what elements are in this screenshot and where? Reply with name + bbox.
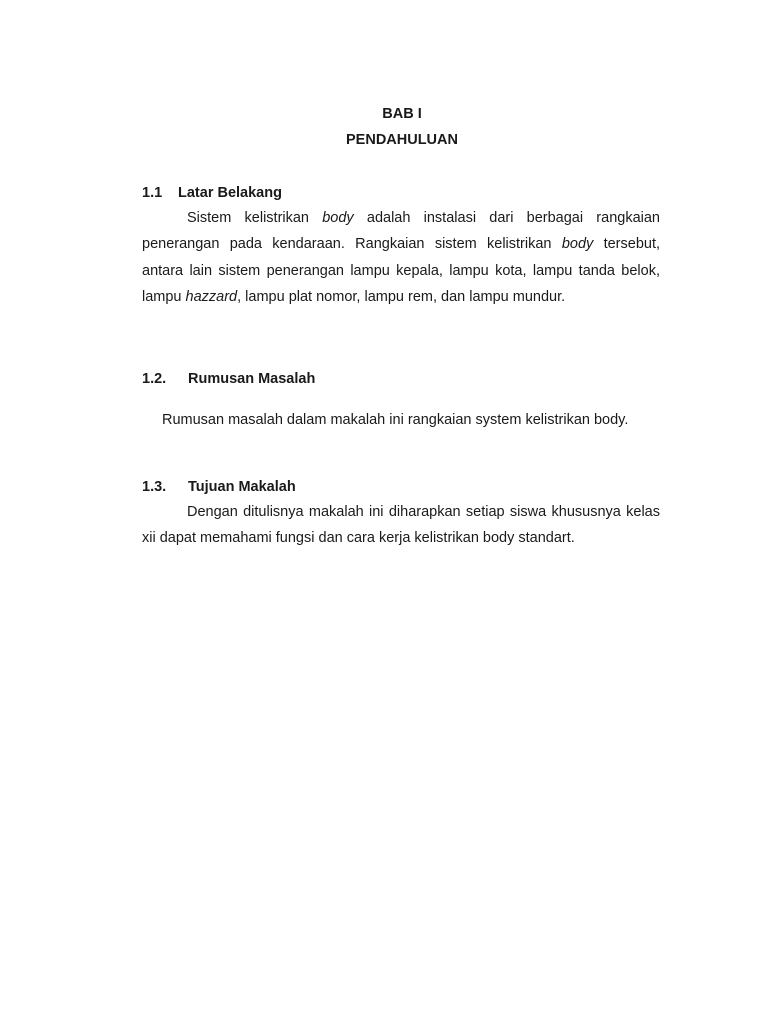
section-number: 1.1 [142,185,163,201]
section-title: Latar Belakang [178,185,282,201]
section-heading-rumusan-masalah [142,371,316,387]
section-paragraph-tujuan-makalah [142,499,660,552]
section-paragraph-latar-belakang [142,205,660,310]
paragraph-italic-text: hazzard [185,288,238,305]
section-title: Rumusan Masalah [188,371,316,387]
paragraph-text: Dengan ditulisnya makalah ini diharapkan setiap siswa khususnya kelas xii dapat memahami fungsi dan cara kerja kelistrikan body standart. [142,504,660,547]
paragraph-italic-text: body [322,210,354,226]
paragraph-text: adalah instalasi dari berbagai rangkaian penerangan pada kendaraan. Rangkaian sistem kelistrikan [142,210,660,253]
chapter-number: BAB I [382,106,422,122]
section-number: 1.2. [142,371,167,387]
paragraph-text: Sistem kelistrikan [187,210,323,226]
section-title: Tujuan Makalah [188,479,296,495]
paragraph-text: tersebut, antara lain sistem penerangan lampu kepala, lampu kota, lampu tanda belok, lampu [142,236,661,305]
section-heading-tujuan-makalah [142,479,296,495]
section-paragraph-rumusan-masalah: Rumusan masalah dalam makalah ini rangkaian system kelistrikan body. [162,412,629,428]
paragraph-italic-text: body [561,236,594,253]
paragraph-text: , lampu plat nomor, lampu rem, dan lampu mundur. [237,288,566,305]
chapter-title: PENDAHULUAN [346,132,458,148]
section-number: 1.3. [142,479,167,495]
section-heading-latar-belakang [142,185,282,201]
